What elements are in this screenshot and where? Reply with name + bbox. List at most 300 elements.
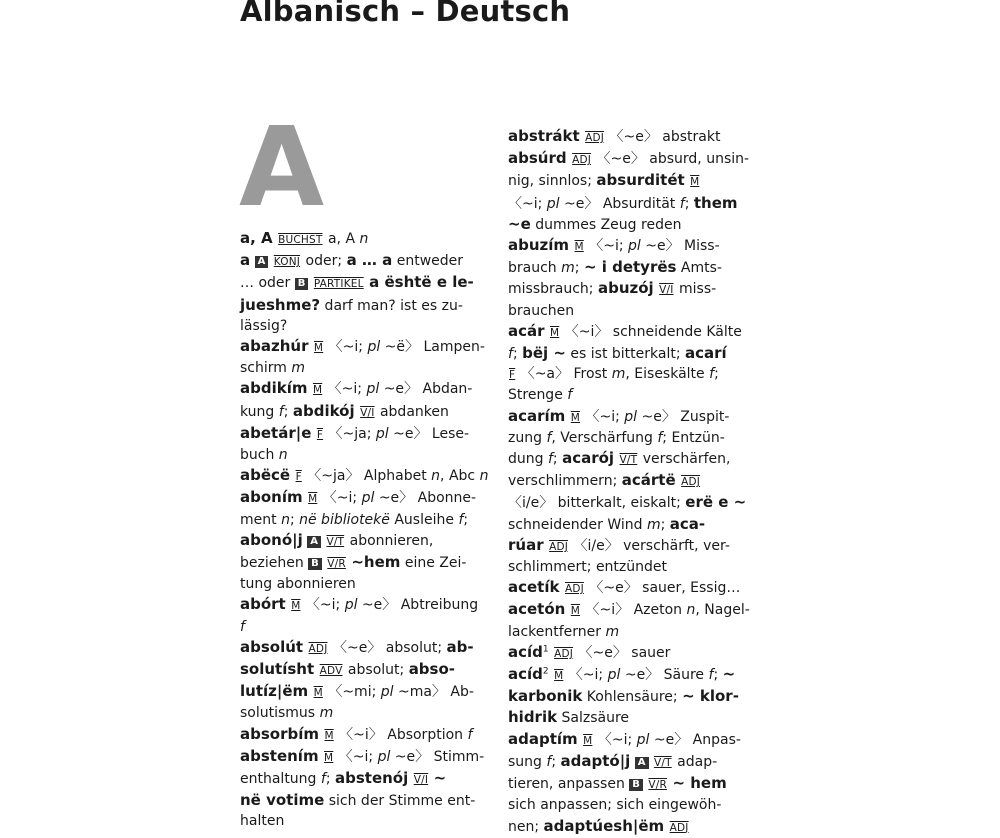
headword: acetón xyxy=(508,600,566,619)
headword: adaptúesh|ëm xyxy=(543,816,665,835)
text: 〈~i; xyxy=(334,748,378,765)
text: Amts- xyxy=(676,260,722,277)
text: enthaltung xyxy=(240,771,321,788)
text: verschlimmern; xyxy=(508,473,622,490)
entry-line xyxy=(240,316,488,336)
text: , Nagel- xyxy=(695,602,750,619)
grammar-label: M xyxy=(570,605,581,618)
dictionary-entry xyxy=(508,126,756,148)
headword: abazhúr xyxy=(240,337,309,356)
headword: ~hem xyxy=(351,553,401,572)
italic-text: në bibliotekë xyxy=(299,511,390,528)
dictionary-entry xyxy=(508,729,756,838)
dictionary-entry xyxy=(508,664,756,729)
text: ~e〉 Anpas- xyxy=(649,731,741,748)
text: 〈~i; xyxy=(318,490,362,507)
text: , Verschärfung xyxy=(551,429,658,446)
italic-text: pl xyxy=(366,381,380,398)
dictionary-entry xyxy=(508,599,756,641)
grammar-label: M xyxy=(313,687,323,700)
sense-marker-box: B xyxy=(295,278,309,290)
text: verschärfen, xyxy=(638,451,731,468)
entry-line xyxy=(240,272,488,294)
italic-text: f xyxy=(679,195,685,212)
entry-line xyxy=(508,557,756,577)
text: ; xyxy=(552,451,563,468)
grammar-label: V/T xyxy=(619,454,638,467)
headword: jueshme? xyxy=(240,295,321,314)
text: 〈i/e〉 verschärft, ver- xyxy=(569,537,730,554)
italic-text: n xyxy=(479,468,489,485)
text: 〈~i; xyxy=(324,339,368,356)
italic-text: pl xyxy=(377,748,391,765)
entry-line xyxy=(240,637,488,659)
italic-text: m xyxy=(605,623,620,640)
grammar-label: F xyxy=(316,428,324,441)
italic-text: f xyxy=(567,387,573,404)
entry-line xyxy=(508,816,756,838)
italic-text: n xyxy=(281,511,290,528)
text: lackentferner xyxy=(508,623,606,640)
italic-text: f xyxy=(546,753,552,770)
headword: ~ klor- xyxy=(682,687,739,706)
dictionary-entry xyxy=(508,406,756,578)
text: 〈~i; xyxy=(323,381,367,398)
entry-line xyxy=(240,594,488,616)
headword: aca- xyxy=(669,514,706,533)
headword: në votime xyxy=(240,791,325,810)
headword: hidrik xyxy=(508,708,558,727)
headword: absurditét xyxy=(596,171,685,190)
headword: ~ hem xyxy=(672,774,727,793)
headword: lutíz|ëm xyxy=(240,682,309,701)
italic-text: pl xyxy=(628,238,641,255)
headword: absúrd xyxy=(508,149,567,168)
grammar-label: V/T xyxy=(653,756,672,769)
entry-line xyxy=(240,445,488,465)
text: ~e〉 Lese- xyxy=(388,425,470,442)
italic-text: m xyxy=(646,516,661,533)
text: ; xyxy=(551,753,561,770)
headword: abëcë xyxy=(240,466,291,485)
text: 〈~e〉 absurd, unsin- xyxy=(592,151,750,168)
text: adap- xyxy=(672,753,718,770)
italic-text: f xyxy=(547,451,553,468)
text: es ist bitterkalt; xyxy=(565,346,685,363)
entry-line xyxy=(508,773,756,795)
page-header: Albanisch – Deutsch xyxy=(240,0,571,28)
text: , Abc xyxy=(440,468,480,485)
text: sung xyxy=(508,753,547,770)
text: 〈i/e〉 bitterkalt, eiskalt; xyxy=(508,495,686,512)
entry-line xyxy=(508,257,756,278)
headword: adaptó|j xyxy=(560,751,631,770)
text: ; Entzün- xyxy=(662,429,725,446)
entry-line xyxy=(508,751,756,773)
text: schirm xyxy=(240,360,292,377)
entry-line xyxy=(240,530,488,552)
entry-line xyxy=(240,336,488,358)
text: ~e〉 Säure xyxy=(620,667,709,684)
text: , Eiseskälte xyxy=(625,366,710,383)
italic-text: pl xyxy=(636,731,650,748)
grammar-label: M xyxy=(570,411,581,424)
headword: a xyxy=(240,251,251,270)
text: ; xyxy=(325,771,335,788)
sense-marker-box: B xyxy=(629,779,643,791)
grammar-label: M xyxy=(574,241,584,254)
sense-marker-box: A xyxy=(307,536,321,548)
text: missbrauch; xyxy=(508,281,598,298)
entry-line xyxy=(508,428,756,448)
entry-line xyxy=(508,235,756,257)
text: 〈~e〉 abstrakt xyxy=(605,129,721,145)
text: lässig? xyxy=(240,317,288,334)
text xyxy=(569,238,573,254)
sense-marker-box: B xyxy=(308,558,322,570)
italic-text: m xyxy=(291,360,305,377)
headword: ~ i detyrës xyxy=(583,258,677,277)
text: ; xyxy=(289,511,300,528)
grammar-label: V/I xyxy=(360,406,375,419)
headword: abonó|j xyxy=(240,530,303,549)
entry-line xyxy=(508,321,756,343)
dictionary-entry xyxy=(240,250,488,336)
text: tieren, anpassen xyxy=(508,776,630,793)
headword: acarój xyxy=(562,449,615,468)
text: ~e〉 Absurdität xyxy=(559,195,680,212)
entry-line xyxy=(508,214,756,235)
text: 〈~i; xyxy=(584,238,629,255)
text: 〈~i; xyxy=(564,667,608,684)
italic-text: m xyxy=(319,705,334,722)
text: 〈~e〉 absolut; xyxy=(328,639,447,656)
dictionary-entry xyxy=(240,724,488,746)
grammar-label: M xyxy=(554,670,564,683)
text: ; xyxy=(574,260,584,277)
text: ment xyxy=(240,511,282,528)
headword: abuzím xyxy=(508,236,570,255)
entry-line xyxy=(508,278,756,300)
dictionary-entry xyxy=(240,336,488,378)
text: beziehen xyxy=(240,555,309,572)
text xyxy=(314,662,318,678)
grammar-label: PARTIKEL xyxy=(313,278,364,291)
homonym-number: 2 xyxy=(542,666,549,677)
grammar-label: V/R xyxy=(648,779,667,792)
text: brauchen xyxy=(508,302,575,319)
grammar-label: ADJ xyxy=(585,132,605,144)
text xyxy=(303,640,307,656)
headword: ~ xyxy=(433,769,447,788)
entry-line xyxy=(240,681,488,703)
headword: erë e ~ xyxy=(685,493,747,512)
entry-line xyxy=(508,406,756,428)
text: zung xyxy=(508,429,547,446)
text: nig, sinnlos; xyxy=(508,173,597,190)
headword: ~e xyxy=(508,214,531,233)
entry-line xyxy=(508,707,756,728)
entry-line xyxy=(508,364,756,385)
text: ~e〉 Stimm- xyxy=(390,748,485,765)
italic-text: f xyxy=(467,726,473,743)
entry-line xyxy=(508,514,756,535)
dictionary-entry xyxy=(508,235,756,321)
headword: aboním xyxy=(240,488,303,507)
headword: acarím xyxy=(508,406,566,425)
dictionary-entry xyxy=(508,321,756,406)
headword: karbonik xyxy=(508,687,583,706)
text: 〈~i; xyxy=(508,195,547,212)
italic-text: n xyxy=(278,447,288,464)
dictionary-entry xyxy=(240,746,488,832)
text xyxy=(614,451,618,467)
entry-line xyxy=(240,617,488,637)
dictionary-entry xyxy=(240,465,488,487)
headword: acíd xyxy=(508,665,543,684)
grammar-label: F xyxy=(295,471,302,484)
text: ; xyxy=(714,366,719,383)
text: oder; xyxy=(301,253,347,270)
grammar-label: KONJ xyxy=(273,256,301,269)
entry-line xyxy=(508,642,756,664)
headword: ab- xyxy=(446,637,474,656)
entry-line xyxy=(508,729,756,751)
text: ; xyxy=(684,195,694,212)
headword: acíd xyxy=(508,642,543,661)
italic-text: pl xyxy=(361,490,375,507)
italic-text: f xyxy=(278,403,284,420)
entry-line xyxy=(240,401,488,423)
headword: them xyxy=(693,193,738,212)
entry-line xyxy=(240,574,488,594)
headword: absorbím xyxy=(240,724,319,743)
dictionary-entry xyxy=(240,228,488,250)
text: entweder xyxy=(392,253,464,270)
entry-line xyxy=(240,465,488,487)
section-letter: A xyxy=(239,103,325,231)
homonym-number: 1 xyxy=(542,644,549,655)
grammar-label: M xyxy=(313,342,324,355)
text: ~e〉 Abdan- xyxy=(379,381,473,398)
text: 〈~a〉 Frost xyxy=(516,366,612,383)
text: 〈~i; xyxy=(581,408,625,425)
text: 〈~mi; xyxy=(323,684,381,701)
text: 〈~i; xyxy=(593,731,637,748)
text: ; xyxy=(512,346,523,363)
headword: bëj ~ xyxy=(522,344,566,363)
text: ; xyxy=(713,667,723,684)
headword: abórt xyxy=(240,595,286,614)
headword: a … a xyxy=(346,251,393,270)
text: … oder xyxy=(240,275,295,292)
entry-line xyxy=(508,577,756,599)
text: darf man? ist es zu- xyxy=(320,297,463,314)
headword: adaptím xyxy=(508,729,578,748)
entry-line xyxy=(508,686,756,707)
text xyxy=(290,468,294,484)
dictionary-entry xyxy=(240,487,488,594)
italic-text: n xyxy=(431,468,441,485)
entry-line xyxy=(508,599,756,621)
dictionary-entry xyxy=(508,642,756,664)
italic-text: n xyxy=(686,602,696,619)
entry-line xyxy=(508,385,756,405)
headword: acetík xyxy=(508,578,560,597)
grammar-label: ADJ xyxy=(554,647,574,660)
grammar-label: M xyxy=(690,176,700,189)
entry-line xyxy=(240,768,488,790)
headword: acarí xyxy=(685,344,727,363)
text: miss- xyxy=(674,281,717,298)
headword: acár xyxy=(508,321,545,340)
text: 〈~ja; xyxy=(324,425,376,442)
grammar-label: ADJ xyxy=(572,154,592,167)
text: dummes Zeug reden xyxy=(530,216,682,233)
text xyxy=(664,819,668,835)
headword: abdikím xyxy=(240,379,308,398)
italic-text: m xyxy=(611,366,626,383)
italic-text: pl xyxy=(546,195,560,212)
text: dung xyxy=(508,451,548,468)
grammar-label: M xyxy=(312,384,323,397)
dictionary-column-left xyxy=(240,228,488,832)
grammar-label: V/T xyxy=(326,535,345,548)
headword: a është e le- xyxy=(369,273,474,292)
italic-text: pl xyxy=(380,684,394,701)
text: Strenge xyxy=(508,387,568,404)
grammar-label: ADJ xyxy=(681,476,701,489)
text: absolut; xyxy=(343,662,409,679)
text: nen; xyxy=(508,818,544,835)
text: ~e〉 Abonne- xyxy=(374,490,477,507)
grammar-label: ADJ xyxy=(564,583,584,596)
entry-line xyxy=(240,423,488,445)
text: ~ë〉 Lampen- xyxy=(380,339,485,356)
entry-line xyxy=(240,659,488,681)
grammar-label: ADJ xyxy=(308,642,328,655)
entry-line xyxy=(240,552,488,574)
headword: abstrákt xyxy=(508,127,580,145)
entry-line xyxy=(240,228,488,250)
sense-marker-box: A xyxy=(255,256,269,268)
headword: abetár|e xyxy=(240,423,312,442)
dictionary-column-right xyxy=(508,126,756,838)
entry-line xyxy=(240,811,488,831)
grammar-label: V/I xyxy=(413,774,429,787)
text: a, A xyxy=(323,231,360,247)
entry-line xyxy=(508,470,756,492)
entry-line xyxy=(240,358,488,378)
text: 〈~e〉 sauer, Essig… xyxy=(584,580,741,597)
text: ~ma〉 Ab- xyxy=(393,684,474,701)
grammar-label: V/I xyxy=(659,284,674,297)
text: schlimmert; entzündet xyxy=(508,559,668,576)
text: ; xyxy=(463,511,469,528)
entry-line xyxy=(508,622,756,642)
italic-text: f xyxy=(320,771,326,788)
dictionary-entry xyxy=(508,577,756,599)
entry-line xyxy=(240,724,488,746)
entry-line xyxy=(240,510,488,530)
italic-text: f xyxy=(240,618,245,635)
italic-text: n xyxy=(359,231,369,247)
text: Kohlensäure; xyxy=(582,689,683,706)
text: 〈~ja〉 Alphabet xyxy=(302,468,432,485)
text: ; xyxy=(283,403,293,420)
text: 〈~i〉 schneidende Kälte xyxy=(560,323,742,340)
text: sich der Stimme ent- xyxy=(324,793,476,810)
text: 〈~i; xyxy=(301,597,345,614)
text: ~e〉 Zuspit- xyxy=(637,408,730,425)
italic-text: pl xyxy=(607,667,621,684)
grammar-label: ADV xyxy=(319,665,343,678)
entry-line xyxy=(240,790,488,811)
entry-line xyxy=(240,703,488,723)
headword: abstením xyxy=(240,746,319,765)
italic-text: f xyxy=(657,429,663,446)
entry-line xyxy=(240,378,488,400)
grammar-label: V/R xyxy=(327,558,346,571)
entry-line xyxy=(508,193,756,214)
dictionary-entry xyxy=(240,637,488,724)
italic-text: pl xyxy=(624,408,638,425)
entry-line xyxy=(240,295,488,316)
entry-line xyxy=(240,487,488,509)
text: Salzsäure xyxy=(557,710,630,727)
text: eine Zei- xyxy=(400,555,467,572)
dictionary-entry xyxy=(508,148,756,235)
italic-text: pl xyxy=(344,597,358,614)
headword: abstenój xyxy=(335,769,409,788)
text: abonnieren, xyxy=(345,532,434,549)
entry-line xyxy=(508,343,756,364)
entry-line xyxy=(508,535,756,557)
italic-text: pl xyxy=(367,339,381,356)
headword: abuzój xyxy=(597,279,654,298)
italic-text: f xyxy=(708,667,714,684)
grammar-label: BUCHST xyxy=(278,234,323,246)
text: ~e〉 Abtreibung xyxy=(357,597,479,614)
italic-text: f xyxy=(546,429,552,446)
headword: absolút xyxy=(240,637,304,656)
grammar-label: ADJ xyxy=(669,821,689,834)
dictionary-entry xyxy=(240,423,488,465)
dictionary-entry xyxy=(240,378,488,422)
grammar-label: M xyxy=(324,751,334,764)
text: tung abonnieren xyxy=(240,576,356,593)
entry-line xyxy=(508,301,756,321)
grammar-label: M xyxy=(324,729,334,742)
italic-text: f xyxy=(458,511,464,528)
italic-text: pl xyxy=(375,425,389,442)
text: kung xyxy=(240,403,279,420)
entry-line xyxy=(508,126,756,148)
text: sich anpassen; sich eingewöh- xyxy=(508,797,722,814)
text: 〈~i〉 Absorption xyxy=(334,726,468,743)
entry-line xyxy=(508,664,756,686)
text xyxy=(308,684,312,700)
grammar-label: M xyxy=(583,734,593,747)
headword: solutísht xyxy=(240,660,315,679)
entry-line xyxy=(508,448,756,470)
grammar-label: M xyxy=(291,600,301,613)
grammar-label: ADJ xyxy=(549,540,569,553)
grammar-label: M xyxy=(308,493,318,506)
text: Ausleihe xyxy=(389,511,459,528)
headword: ~ xyxy=(722,665,736,684)
entry-line xyxy=(508,492,756,513)
